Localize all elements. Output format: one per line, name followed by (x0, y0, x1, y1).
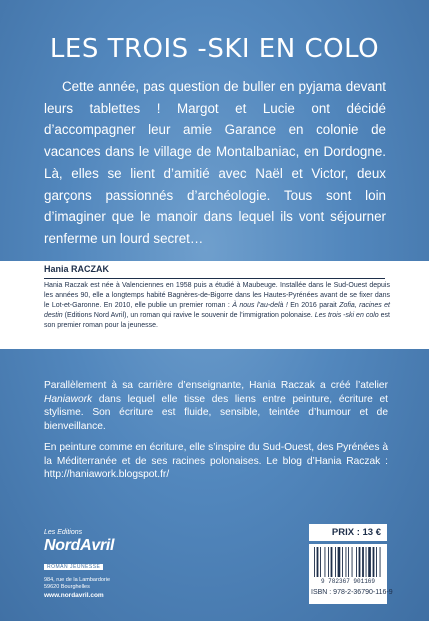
barcode-bar (376, 547, 377, 577)
publisher-name: NordAvril (44, 537, 115, 554)
bio-text: (Editions Nord Avril), un roman qui ravive le souvenir de l’immigration polonaise. (62, 311, 315, 319)
barcode-bar (325, 547, 326, 577)
barcode-bar (368, 547, 371, 577)
publisher-prefix: Les Editions (44, 529, 83, 536)
barcode-bar (348, 547, 349, 577)
barcode-bar (359, 547, 361, 577)
publisher-logo (44, 528, 154, 599)
bio-book-title: Les trois -ski en colo (314, 311, 379, 319)
bio-book-title: À nous l’au-delà ! (232, 301, 288, 309)
barcode-bar (373, 547, 375, 577)
about-text: dans lequel elle tisse des liens entre peinture, écriture et stylisme. Son écriture est fluide, sensible, teintée d’humour et de bienveillance. (44, 393, 388, 433)
barcode-bar (335, 547, 336, 577)
barcode-bar (342, 547, 343, 577)
book-blurb (44, 76, 386, 250)
author-bio-band (0, 261, 429, 349)
barcode-bar (362, 547, 364, 577)
address-line: 984, rue de la Lambardorie (44, 577, 111, 583)
about-paragraph: En peinture comme en écriture, elle s’inspire du Sud-Ouest, des Pyrénées à la Méditerranée et de ses racines polonaises. Le blog d’Hania Raczak : http://haniawork.blogspot.fr/ (44, 441, 388, 481)
publisher-address (44, 577, 154, 591)
barcode-number: 9 782367 901169 (320, 578, 375, 585)
publisher-collection: ROMAN JEUNESSE (44, 564, 103, 570)
barcode-bar (317, 547, 319, 577)
divider (44, 278, 385, 279)
book-title: LES TROIS -SKI EN COLO (49, 34, 380, 64)
barcode-bar (380, 547, 381, 577)
barcode-bar (328, 547, 329, 577)
barcode-bar (320, 547, 321, 577)
barcode-bar (331, 547, 333, 577)
barcode-bar (346, 547, 347, 577)
barcode-icon (313, 547, 383, 577)
about-paragraph (44, 379, 388, 434)
publisher-website: www.nordavril.com (44, 592, 104, 599)
barcode-bar (356, 547, 357, 577)
author-bio (44, 281, 390, 331)
blurb-text: Cette année, pas question de buller en pyjama devant leurs tablettes ! Margot et Lucie ont décidé d’accompagner leur amie Garance en colonie de vacances dans le village de Montalbaniac, en Dordogne. Là, elles se lient d’amitié avec Naël et Victor, deux garçons passionnés d’archéologie. Tous sont loin d’imaginer que le manoir dans lequel ils vont séjourner renferme un lourd secret… (44, 79, 386, 246)
price-label: PRIX : 13 € (309, 524, 387, 541)
bio-text: est son premier roman pour la jeunesse. (44, 311, 390, 329)
author-about (44, 379, 388, 482)
bio-book-title: Zofia, racines et destin (44, 301, 390, 319)
about-text: Parallèlement à sa carrière d’enseignante, Hania Raczak a créé l’atelier (44, 380, 388, 391)
barcode-bar (366, 547, 367, 577)
bio-text: Hania Raczak est née à Valenciennes en 1958 puis a étudié à Maubeuge. Installée dans le Sud-Ouest depuis les années 90, elle a longtemps habité Bagnères-de-Bigorre dans les Hautes-Pyrénées avant de se fixer dans le Lot-et-Garonne. En 2010, elle publie un premier roman : (44, 282, 390, 309)
isbn-label: ISBN : 978-2-36790-116-9 (311, 589, 393, 596)
barcode-bar (338, 547, 341, 577)
author-name: Hania RACZAK (44, 264, 110, 274)
barcode-bar (314, 547, 315, 577)
bio-text: En 2016 parait (287, 301, 340, 309)
barcode-bar (352, 547, 353, 577)
address-line: 59620 Bourghelles (44, 584, 90, 590)
atelier-name: Haniawork (44, 393, 93, 405)
